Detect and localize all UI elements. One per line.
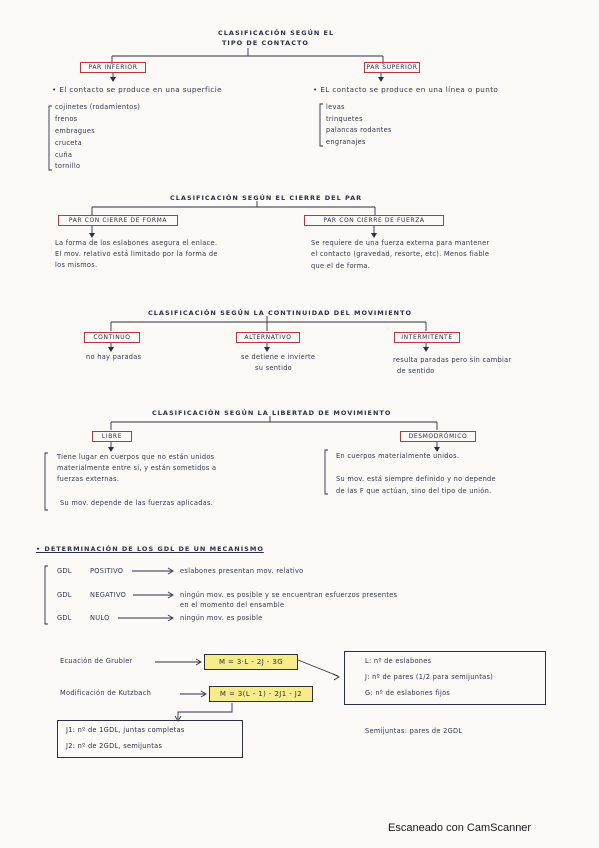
gdl-type: NEGATIVO	[90, 591, 127, 599]
s4-title: CLASIFICACIÓN SEGÚN LA LIBERTAD DE MOVIMIENTO	[152, 409, 392, 417]
s3-desc-alternativo-2: su sentido	[255, 364, 293, 372]
s3-box-continuo: CONTINUO	[84, 332, 140, 343]
joint-item: J2: nº de 2GDL, semijuntas	[66, 742, 163, 750]
s4-right-text-2: Su mov. está siempre definido y no depende	[336, 475, 496, 483]
s4-left-box: LIBRE	[92, 431, 132, 442]
s4-left-text-4: Su mov. depende de las fuerzas aplicadas.	[60, 499, 214, 507]
s2-left-text-2: El mov. relativo está limitado por la forma de	[55, 250, 218, 258]
grubler-label: Ecuación de Grubler	[60, 657, 133, 665]
variables-box	[344, 651, 546, 705]
gdl-label: GDL	[57, 614, 72, 622]
list-item: palancas rodantes	[326, 126, 392, 134]
s4-left-text-1: Tiene lugar en cuerpos que no están unidos	[57, 453, 215, 461]
scanner-watermark: Escaneado con CamScanner	[388, 822, 532, 834]
s2-left-text-3: los mismos.	[55, 261, 98, 269]
variable-item: G: nº de eslabones fijos	[365, 689, 451, 697]
s4-right-text-3: de las F que actúan, sino del tipo de unión.	[336, 487, 492, 495]
grubler-formula: M = 3·L - 2J - 3G	[204, 654, 298, 670]
list-item: cojinetes (rodamientos)	[55, 103, 141, 111]
s3-desc-alternativo-1: se detiene e invierte	[241, 353, 316, 361]
gdl-desc: ningún mov. es posible y se encuentran esfuerzos presentes	[180, 591, 398, 599]
variable-item: J: nº de pares (1/2 para semijuntas)	[365, 673, 494, 681]
s3-box-alternativo: ALTERNATIVO	[236, 332, 300, 343]
s2-right-text-3: que el de forma.	[311, 262, 371, 270]
gdl-label: GDL	[57, 591, 72, 599]
list-item: cuña	[55, 151, 73, 159]
list-item: frenos	[55, 115, 78, 123]
gdl-desc: ningún mov. es posible	[180, 614, 263, 622]
variable-item: L: nº de eslabones	[365, 657, 432, 665]
list-item: embragues	[55, 127, 95, 135]
s1-title-line2: TIPO DE CONTACTO	[222, 39, 309, 47]
s3-box-intermitente: INTERMITENTE	[394, 332, 460, 343]
joints-box	[57, 720, 243, 758]
s2-right-box: PAR CON CIERRE DE FUERZA	[304, 215, 444, 226]
s1-right-desc: • EL contacto se produce en una línea o punto	[313, 85, 499, 94]
gdl-type: POSITIVO	[90, 567, 124, 575]
s4-right-text-1: En cuerpos materialmente unidos.	[336, 452, 460, 460]
s4-left-text-3: fuerzas externas.	[57, 475, 120, 483]
s2-left-text-1: La forma de los eslabones asegura el enlace.	[55, 239, 218, 247]
s2-left-box: PAR CON CIERRE DE FORMA	[58, 215, 178, 226]
s3-desc-intermitente-2: de sentido	[397, 367, 435, 375]
gdl-desc: eslabones presentan mov. relativo	[180, 567, 304, 575]
gdl-desc-2: en el momento del ensamble	[180, 601, 285, 609]
s1-right-box: PAR SUPERIOR	[364, 62, 420, 73]
s3-desc-intermitente-1: resulta paradas pero sin cambiar	[393, 356, 512, 364]
s2-title: CLASIFICACIÓN SEGÚN EL CIERRE DEL PAR	[170, 194, 363, 202]
s4-right-box: DESMODRÓMICO	[400, 431, 476, 442]
list-item: trinquetes	[326, 115, 363, 123]
list-item: levas	[326, 103, 345, 111]
kutzbach-label: Modificación de Kutzbach	[60, 689, 152, 697]
list-item: engranajes	[326, 138, 366, 146]
list-item: cruceta	[55, 139, 82, 147]
s1-left-box: PAR INFERIOR	[80, 62, 146, 73]
s4-left-text-2: materialmente entre sí, y están sometidos a	[57, 464, 217, 472]
semijuntas-note: Semijuntas: pares de 2GDL	[365, 727, 463, 735]
s1-title-line1: CLASIFICACIÓN SEGÚN EL	[218, 29, 335, 37]
gdl-label: GDL	[57, 567, 72, 575]
joint-item: J1: nº de 1GDL, juntas completas	[66, 726, 185, 734]
gdl-type: NULO	[90, 614, 110, 622]
s3-desc-continuo: no hay paradas	[86, 353, 142, 361]
list-item: tornillo	[55, 162, 81, 170]
s1-left-desc: • El contacto se produce en una superficie	[52, 85, 222, 94]
kutzbach-formula: M = 3(L - 1) - 2J1 - J2	[209, 686, 313, 702]
s2-right-text-2: el contacto (gravedad, resorte, etc). Menos fiable	[311, 250, 490, 258]
s3-title: CLASIFICACIÓN SEGÚN LA CONTINUIDAD DEL MOVIMIENTO	[148, 309, 413, 317]
s5-title: • DETERMINACIÓN DE LOS GDL DE UN MECANISMO	[36, 545, 264, 553]
s2-right-text-1: Se requiere de una fuerza externa para mantener	[311, 239, 490, 247]
